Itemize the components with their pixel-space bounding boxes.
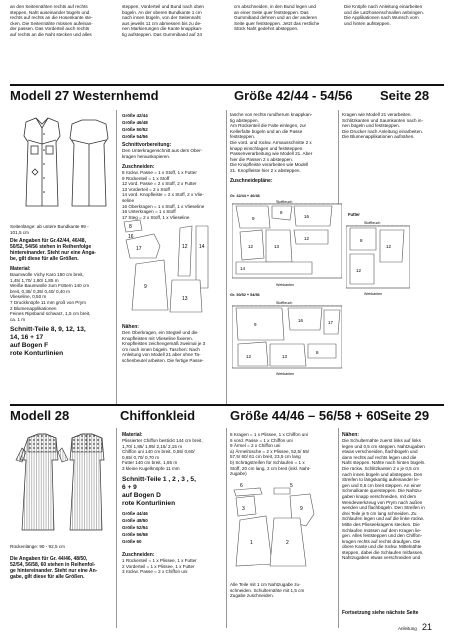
m27-cut-heading: Zuschneiden: xyxy=(122,164,155,170)
m28-size-note: Die Angaben für Gr. 44/46, 48/50, 52/54, 56/58, 60 stehen in Reihenfol- ge hintereinander. Steht nur eine An- gabe, gilt diese für alle Größen. xyxy=(10,556,98,580)
dress-back-drawing xyxy=(70,434,104,530)
svg-text:17: 17 xyxy=(136,246,142,252)
m27-col4-text: Kragen wie Modell 21 verarbeiten. Schlitzkanten und Saumkanten nach in- nen bügeln und feststeppen. Die Drucker nach Anleitung einarbeiten. Die Blumenapplikationen aufnähen. xyxy=(342,112,423,140)
svg-text:8: 8 xyxy=(280,210,283,215)
m27-sewing-heading: Nähen: xyxy=(122,324,139,330)
m27-sewing-text: Den Oberkragen, ein Stegteil und die Knopfleisten mit Vlieseline fixieren. Knopfleisten zeichengemäß zweimal je 3 cm nach innen bügeln. Taschen: Nach Anleitung von Modell 21 aber ohne Ta- schenbeutel arbeiten. Die fertige Passe- xyxy=(122,330,206,363)
svg-text:Stoffbruch: Stoffbruch xyxy=(364,221,381,225)
column-divider xyxy=(226,428,227,628)
m28-cut-text: 1 Rückenteil = 1 x Plissee, 1 x Futter 2 Vorderteil = 1 x Plissee, 1 x Futter 3 rückw. Passe = 2 x Chiffon uni xyxy=(122,558,197,575)
m27-size-legend xyxy=(122,112,224,140)
svg-text:16: 16 xyxy=(298,318,304,323)
svg-text:9: 9 xyxy=(300,506,303,512)
svg-text:2: 2 xyxy=(286,540,289,546)
svg-text:12: 12 xyxy=(246,354,252,359)
svg-text:Webkanten: Webkanten xyxy=(364,292,383,296)
svg-text:13: 13 xyxy=(282,354,288,359)
svg-text:17: 17 xyxy=(328,320,334,325)
column-divider xyxy=(338,428,339,628)
model28-page: Seite 29 xyxy=(380,408,430,423)
m28-material-heading: Material: xyxy=(122,432,143,438)
svg-text:5: 5 xyxy=(290,483,293,489)
m27-pattern-parts: Schnitt-Teile 8, 9, 12, 13, 14, 16 + 17 auf Bogen F rote Konturlinien xyxy=(10,326,86,357)
m28-size-legend xyxy=(122,510,224,545)
footer-label: Anleitung xyxy=(398,626,417,631)
svg-text:9: 9 xyxy=(144,284,147,290)
size-legend-label: Größe 60 xyxy=(122,538,142,544)
svg-text:16: 16 xyxy=(304,214,310,219)
svg-text:16: 16 xyxy=(128,234,134,240)
model28-name: Chiffonkleid xyxy=(120,408,196,423)
m28-material-text: Plissierter Chiffon bestickt 144 cm breit, 1,70/ 1,85/ 1,95/ 2,15/ 2,15 m Chiffon uni 140 cm breit, 0,55/ 0,60/ 0,65/ 0,70/ 0,70 m Futter 140 cm breit, 1,65 m 3 kleine Kugelknöpfe 11 mm xyxy=(122,438,203,471)
m27-cutting-layout-1 xyxy=(232,200,342,292)
svg-text:14: 14 xyxy=(240,266,246,271)
svg-text:12: 12 xyxy=(182,244,188,250)
model27-title: Modell 27 Westernhemd xyxy=(10,88,159,103)
top-text-col3: cm abschneiden, in den Bund legen und an einer Seite quer feststeppen. Das Gummiband dehnen und an der anderen Seite quer feststeppen. Jetzt das restliche Stück Naht gedehnt absteppen. xyxy=(234,4,320,32)
m28-back-length: Rückenlänge: 90 - 92,5 cm xyxy=(10,544,65,549)
size-legend-label: Größe 56/58 xyxy=(122,531,148,537)
svg-text:Webkanten: Webkanten xyxy=(276,283,295,287)
svg-text:8: 8 xyxy=(360,238,363,243)
m27-back-length: Seitenlänge: ab untere Bundkante 99 - 101,5 cm xyxy=(10,224,89,235)
column-divider xyxy=(116,110,117,404)
m28-sewing-text: Die Schulternähte zuerst links auf links legen und 0,5 cm steppen. Nahtzugaben etwas verschneiden, flachbügeln und dann rechts auf rechts legen und die Naht steppen. Nähte nach hinten bügeln. Die rückw. Schlitzkanten 2 x je 0,5 cm nach innen bügeln und absteppen. Den Streifen to längskantig aufeinander le- gen und 0,6 cm breit steppen. An einer Schmalkante quersteppen. Die Nahtzu- gaben knapp verschneiden, mit dem Wendewerkzeug von Prym nach außen wenden und flachbügeln. Den Streifen in drei Teile je 5 cm lang schneiden. Zu Schlaufen legen und auf die linke rückw. Mitte des Plisseekragens stecken. Die Schlaufen müssen auf dem Kragen lie- gen. Alles feststeppen und den Chiffon- kragen rechts auf rechts draufgen. Die obere Kante und die rückw. Mittelnähte steppen, dabei die Schlaufen mitfassen. Nahtzugaben etwas verschneiden und xyxy=(342,438,426,561)
column-divider xyxy=(338,110,339,210)
m27-layout-size-1: Gr. 42/44 + 46/48 xyxy=(230,194,260,198)
model27-page: Seite 28 xyxy=(380,88,430,103)
top-rule xyxy=(10,84,444,86)
m27-layout-size-2: Gr. 50/52 + 54/56 xyxy=(230,293,260,297)
m28-col3-text: 5 Kragen = 1 x Plissee, 1 x Chiffon uni 6 vord. Passe = 1 x Chiffon uni 9 Ärmel = 2 x Chiffon uni a) Ärmelrüsche = 2 x Plissee, 52,5/ 55/ 57,5/ 60/ 61 cm breit, 23,5 cm lang b) Schrägstreifen für Schlaufen = 1 x Stoff, 20 cm lang, 2 cm breit (inkl. Naht- zugabe) xyxy=(230,432,311,477)
svg-text:Webkanten: Webkanten xyxy=(276,372,295,376)
svg-text:9: 9 xyxy=(254,322,257,327)
m28-pattern-parts: Schnitt-Teile 1 , 2 , 3 , 5, 6 + 9 auf Bogen D rote Konturlinien xyxy=(122,476,196,507)
size-legend-label: Größe 50/52 xyxy=(122,126,148,132)
m27-lining-label: Futter xyxy=(348,212,360,217)
m28-sewing-heading: Nähen: xyxy=(342,432,359,438)
size-legend-label: Größe 54/56 xyxy=(122,133,148,139)
m27-material-text: Baumwolle Vichy Karo 150 cm breit, 1,45/ 1,70/ 1,80/ 1,85 m Weiße Baumwolle zum Füttern 140 cm breit, 0,35/ 0,35/ 0,40/ 0,40 m Vlieseline, 0,50 m 7 Druckknöpfe 11 mm groß von Prym 2 Blumenapplikationen Feines Ripsband schwarz, 1,5 cm breit, ca. 1 m xyxy=(10,272,91,322)
size-legend-label: Größe 46/48 xyxy=(122,119,148,125)
svg-text:8: 8 xyxy=(316,350,319,355)
chiffon-dress-illustration xyxy=(12,430,112,542)
m28-pattern-sketch xyxy=(230,482,336,572)
dress-front-drawing xyxy=(16,434,68,530)
svg-text:9: 9 xyxy=(252,216,255,221)
m27-size-note: Die Angaben für Gr.42/44, 46/48, 50/52, 54/56 stehen in Reihenfolge hintereinander. Steht nur eine Anga- be, gilt diese für alle Größen. xyxy=(10,238,96,262)
top-text-col2: steppen, Vorderteil und Bund nach oben bügeln. An der oberen Bundkante 1 cm nach innen bügeln, von der Seitennaht aus jeweils 11 cm abmessen bis zu de- nen Markierungen die Kante knappkan- tig aufsteppen. Das Gummiband auf 24 xyxy=(122,4,204,37)
size-legend-label: Größe 48/50 xyxy=(122,517,148,523)
top-text-col1: an den Seitennähten rechts auf rechts steppen, Naht auseinander bügeln und rechts auf rechts an die Hosenkante ste- cken. Die Seitennähte müssen aufeinan- der passen. Das Vorderteil auch rechts auf rechts an die Naht stecken und alles xyxy=(10,4,93,37)
svg-text:12: 12 xyxy=(304,236,310,241)
svg-text:13: 13 xyxy=(274,244,280,249)
western-shirt-illustration xyxy=(12,112,112,222)
svg-text:13: 13 xyxy=(182,296,188,302)
svg-text:3: 3 xyxy=(242,506,245,512)
size-legend-label: Größe 42/44 xyxy=(122,112,148,118)
svg-text:8: 8 xyxy=(129,224,132,230)
model28-title: Modell 28 xyxy=(10,408,70,423)
model28-size: Größe 44/46 – 56/58 + 60 xyxy=(230,408,381,423)
top-text-col4: Die Knöpfe nach Anleitung einarbeiten und die Latzhosenschnallen anbringen. Die Applikationen nach Wunsch vorn und hinten aufsteppen. xyxy=(344,4,424,26)
page-number: 21 xyxy=(422,622,433,632)
shirt-front-drawing xyxy=(24,118,60,206)
svg-text:6: 6 xyxy=(240,483,243,489)
middle-rule xyxy=(10,404,444,406)
m27-cutting-layout-2 xyxy=(232,300,342,378)
m27-prep-heading: Schnittvorbereitung: xyxy=(122,142,172,148)
m27-layout-heading: Zuschneidepläne: xyxy=(230,178,273,184)
m27-prep-text: Den Unterkragenschnitt aus dem Ober- kragen herauskopieren. xyxy=(122,148,203,159)
svg-text:Stoffbruch: Stoffbruch xyxy=(276,301,293,305)
m27-cut-text: 8 rückw. Passe = 1 x Stoff, 1 x Futter 9 Rückenteil = 1 x Stoff 12 vord. Passe = 2 x Stoff, 2 x Futter 13 Vorderteil = 2 x Stoff 14 vord. Knopfleiste = 2 x Stoff, 2 x Vlie- seline 16 Oberkragen = 1 x Stoff, 1 x Vlieseline 16 Unterkragen = 1 x Stoff 17 Steg = 2 x Stoff, 1 x Vlieseline xyxy=(122,170,205,220)
m27-lining-layout xyxy=(346,220,410,300)
m28-continued-note: Fortsetzung siehe nächste Seite xyxy=(342,610,419,616)
shirt-back-drawing xyxy=(70,120,108,206)
model27-size: Größe 42/44 - 54/56 xyxy=(234,88,353,103)
m27-pattern-sketch xyxy=(120,218,224,314)
column-divider xyxy=(226,110,227,404)
svg-text:12: 12 xyxy=(248,244,254,249)
svg-text:Stoffbruch: Stoffbruch xyxy=(276,200,293,204)
size-legend-label: Größe 44/46 xyxy=(122,510,148,516)
m28-seam-allowance: Alle Teile mit 1 cm Nahtzugabe zu- schneiden. Schulternähte mit 1,5 cm Zugabe zuschneiden. xyxy=(230,582,305,599)
svg-text:14: 14 xyxy=(199,244,205,250)
svg-text:12: 12 xyxy=(386,244,392,249)
svg-text:1: 1 xyxy=(250,540,253,546)
m27-material-heading: Material: xyxy=(10,266,31,272)
m27-col3-text: tasche von rechts rundherum knappkan- tig absteppen. Am Rückenteil die Falte einlegen, zur Kellerfalte bügeln und an die Passe feststeppen. Die vord. und rückw. Armausschnitte 2 x knapp einschlagen und feststeppen. Passenverarbeitung wie Modell 21. Aber hier die Passen 2 x absteppen. Die Knopfleiste verarbeiten wie Modell 21. Knopfleiste hier 2 x absteppen. xyxy=(230,112,313,173)
column-divider xyxy=(116,428,117,628)
m28-cut-heading: Zuschneiden: xyxy=(122,552,155,558)
size-legend-label: Größe 52/54 xyxy=(122,524,148,530)
svg-text:12: 12 xyxy=(356,268,362,273)
